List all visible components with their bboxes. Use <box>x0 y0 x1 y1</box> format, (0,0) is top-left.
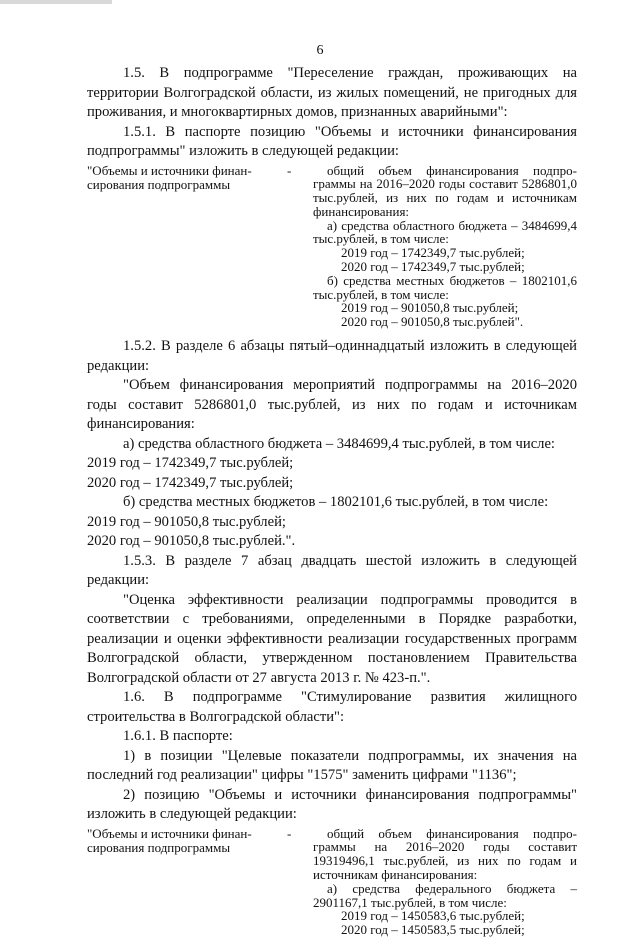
year-line: 2020 год – 901050,8 тыс.рублей". <box>341 314 524 330</box>
paragraph-1-5-1: 1.5.1. В паспорте позицию "Объемы и источники финансирования подпрограммы" изложить в следующей редакции: <box>87 123 577 159</box>
passport-table-2 <box>87 827 577 937</box>
paragraph-line: 2019 год – 901050,8 тыс.рублей; <box>87 513 286 530</box>
passport-dash: - <box>287 825 292 841</box>
paragraph-1-5: 1.5. В подпрограмме "Переселение граждан, проживающих на территории Волгоградской области, из жилых помещений, не пригодных для проживания, и многоквартирных домов, признанных аварийными": <box>87 65 577 120</box>
document-body <box>87 64 577 937</box>
year-line: 2019 год – 1450583,6 тыс.рублей; <box>341 908 525 924</box>
paragraph-line: а) средства областного бюджета – 3484699,4 тыс.рублей, в том числе: <box>123 435 555 452</box>
passport-position-label: "Объемы и источники финан- сирования подпрограммы <box>87 162 252 192</box>
paragraph-quote: "Объем финансирования мероприятий подпрограммы на 2016–2020 годы составит 5286801,0 тыс.рублей, из них по годам и источникам финансирования: <box>87 377 577 433</box>
scan-corner-mark <box>0 0 112 4</box>
paragraph-item-1: 1) в позиции "Целевые показатели подпрограммы, их значения на последний год реализации" цифры "1575" заменить цифрами "1136"; <box>87 747 577 784</box>
year-line: 2019 год – 1742349,7 тыс.рублей; <box>341 245 525 261</box>
passport-value <box>313 827 577 937</box>
paragraph-line: б) средства местных бюджетов – 1802101,6 тыс.рублей, в том числе: <box>123 494 549 511</box>
year-line: 2020 год – 1742349,7 тыс.рублей; <box>341 259 525 275</box>
paragraph-quote: "Оценка эффективности реализации подпрограммы проводится в соответствии с требованиями, определенными в Порядке разработки, реализации и оценки эффективности реализации государственных программ Волгоградской области, утвержденном постановлением Правительства Волгоградской области от 27 августа 2013 г. № 423-п.". <box>87 591 577 686</box>
paragraph-line: 2019 год – 1742349,7 тыс.рублей; <box>87 455 294 472</box>
paragraph-item-2: 2) позицию "Объемы и источники финансирования подпрограммы" изложить в следующей редакции: <box>87 786 577 823</box>
passport-position-label: "Объемы и источники финан- сирования подпрограммы <box>87 825 252 855</box>
paragraph-1-5-2: 1.5.2. В разделе 6 абзацы пятый–одиннадцатый изложить в следующей редакции: <box>87 338 577 374</box>
year-line: 2019 год – 901050,8 тыс.рублей; <box>341 300 519 316</box>
paragraph-line: 2020 год – 901050,8 тыс.рублей.". <box>87 533 296 550</box>
page-number: 6 <box>316 43 324 58</box>
total-financing: общий объем финансирования подпро- граммы на 2016–2020 годы составит 5286801,0 тыс.рублей, из них по годам и источникам финансирования: <box>313 162 577 219</box>
federal-budget: а) средства федерального бюджета – 2901167,1 тыс.рублей, в том числе: <box>313 880 577 910</box>
year-line: 2020 год – 1450583,5 тыс.рублей; <box>341 922 525 937</box>
paragraph-line: 2020 год – 1742349,7 тыс.рублей; <box>87 474 294 491</box>
regional-budget: а) средства областного бюджета – 3484699,4 тыс.рублей, в том числе: <box>313 217 577 247</box>
total-financing: общий объем финансирования подпро- граммы на 2016–2020 годы составит 19319496,1 тыс.рублей, из них по годам и источникам финансирования: <box>313 825 577 882</box>
local-budget: б) средства местных бюджетов – 1802101,6 тыс.рублей, в том числе: <box>313 272 577 302</box>
paragraph-1-6: 1.6. В подпрограмме "Стимулирование развития жилищного строительства в Волгоградской области": <box>87 689 577 725</box>
paragraph-1-6-1: 1.6.1. В паспорте: <box>123 728 233 745</box>
passport-dash: - <box>287 162 292 178</box>
passport-value <box>313 164 577 330</box>
passport-table-1 <box>87 164 577 330</box>
paragraph-1-5-3: 1.5.3. В разделе 7 абзац двадцать шестой изложить в следующей редакции: <box>87 552 577 589</box>
